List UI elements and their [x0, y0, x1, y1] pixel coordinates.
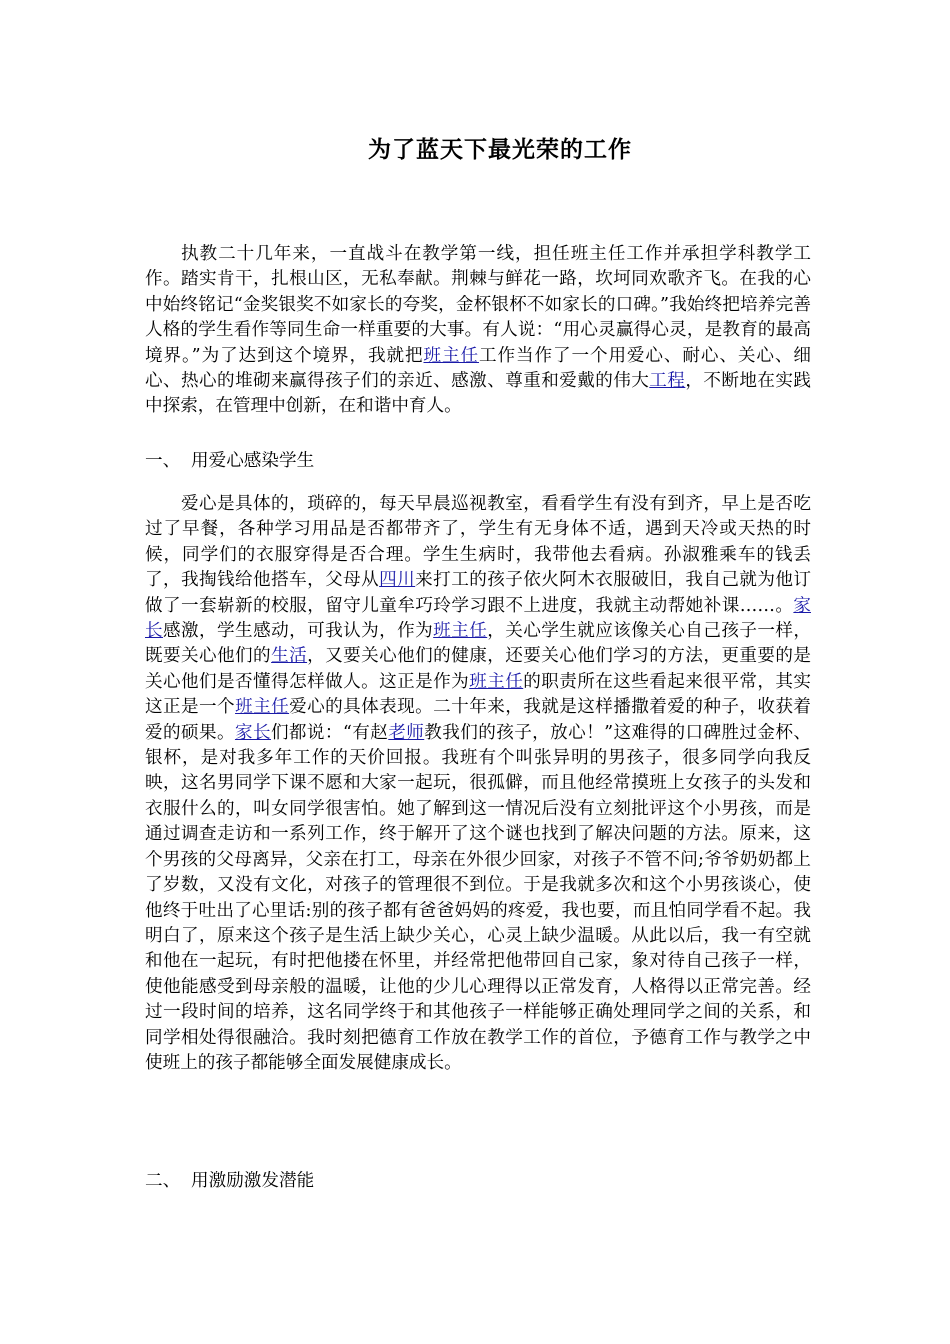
text-run: 爱心的具体表现。二十年来，我就是这样播撒着爱的种子，收获着爱的硕果。 — [145, 697, 811, 743]
intro-paragraph — [145, 242, 811, 420]
section-number: 一、 — [145, 451, 181, 471]
text-run: ，关心学生就应该像关心自己孩子一样，既要关心他们的 — [145, 621, 811, 667]
section-1-paragraph — [145, 492, 811, 1076]
link-shenghuo[interactable]: 生活 — [271, 646, 308, 667]
document-title: 为了蓝天下最光荣的工作 — [368, 137, 632, 163]
text-run: 的职责所在这些看起来很平常，其实这正是一个 — [145, 671, 811, 718]
link-jiazhang[interactable]: 家长 — [234, 722, 271, 743]
text-run: 教我们的孩子，放心！”这难得的口碑胜过金杯、银杯，是对我多年工作的天价回报。我班有个叫张异明的男孩子，很多同学向我反映，这名男同学下课不愿和大家一起玩，很孤僻，而且他经常摸班上女孩子的头发和衣服什么的，叫女同学很害怕。她了解到这一情况后没有立刻批评这个小男孩，而是通过调查走访和一系列工作，终于解开了这个谜也找到了解决问题的方法。原来，这个男孩的父母离异，父亲在打工，母亲在外很少回家，对孩子不管不问;爷爷奶奶都上了岁数，又没有文化，对孩子的管理很不到位。于是我就多次和这个小男孩谈心，使他终于吐出了心里话:别的孩子都有爸爸妈妈的疼爱，我也要，而且怕同学看不起。我明白了，原来这个孩子是生活上缺少关心，心灵上缺少温暖。从此以后，我一有空就和他在一起玩，有时把他搂在怀里，并经常把他带回自己家，象对待自己孩子一样，使他能感受到母亲般的温暖，让他的少儿心理得以正常发育，人格得以正常完善。经过一段时间的培养，这名同学终于和其他孩子一样能够正确处理同学之间的关系，和同学相处得很融洽。我时刻把德育工作放在教学工作的首位，予德育工作与教学之中使班上的孩子都能够全面发展健康成长。 — [145, 722, 811, 1073]
link-banzhuren[interactable]: 班主任 — [469, 671, 524, 692]
link-jiazhang[interactable]: 家长 — [145, 595, 811, 642]
section-heading-text: 用爱心感染学生 — [191, 451, 315, 471]
section-heading-2 — [145, 1168, 314, 1194]
link-banzhuren[interactable]: 班主任 — [433, 621, 488, 642]
link-sichuan[interactable]: 四川 — [379, 570, 416, 591]
text-run: 来打工的孩子依火阿木衣服破旧，我自己就为他订做了一套崭新的校服，留守儿童牟巧玲学习跟不上进度，我就主动帮她补课……。 — [145, 570, 811, 616]
section-heading-1 — [145, 448, 314, 474]
link-gongcheng[interactable]: 工程 — [649, 371, 686, 392]
text-run: 爱心是具体的，琐碎的，每天早晨巡视教室，看看学生有没有到齐，早上是否吃过了早餐，各种学习用品是否都带齐了，学生有无身体不适，遇到天冷或天热的时候，同学们的衣服穿得是否合理。学生生病时，我带他去看病。孙淑雅乘车的钱丢了，我掏钱给他搭车，父母从 — [145, 494, 811, 591]
link-laoshi[interactable]: 老师 — [388, 722, 425, 743]
section-number: 二、 — [145, 1171, 181, 1191]
link-banzhuren[interactable]: 班主任 — [423, 345, 479, 366]
link-banzhuren[interactable]: 班主任 — [235, 697, 290, 718]
text-run: 工作当作了一个用爱心、耐心、关心、细心、热心的堆砌来赢得孩子们的亲近、感激、尊重和爱戴的伟大 — [145, 345, 811, 392]
text-run: 们都说：“有赵 — [270, 722, 389, 743]
text-run: 执教二十几年来，一直战斗在教学第一线，担任班主任工作并承担学科教学工作。踏实肯干，扎根山区，无私奉献。荆棘与鲜花一路，坎坷同欢歌齐飞。在我的心中始终铭记“金奖银奖不如家长的夸奖，金杯银杯不如家长的口碑。”我始终把培养完善人格的学生看作等同生命一样重要的大事。有人说：“用心灵赢得心灵，是教育的最高境界。”为了达到这个境界，我就把 — [145, 244, 811, 366]
text-run: 感激，学生感动，可我认为，作为 — [163, 621, 434, 642]
section-heading-text: 用激励激发潜能 — [191, 1171, 315, 1191]
text-run: ，又要关心他们的健康，还要关心他们学习的方法，更重要的是关心他们是否懂得怎样做人。这正是作为 — [145, 646, 811, 692]
text-run: ，不断地在实践中探索，在管理中创新，在和谐中育人。 — [145, 371, 811, 417]
